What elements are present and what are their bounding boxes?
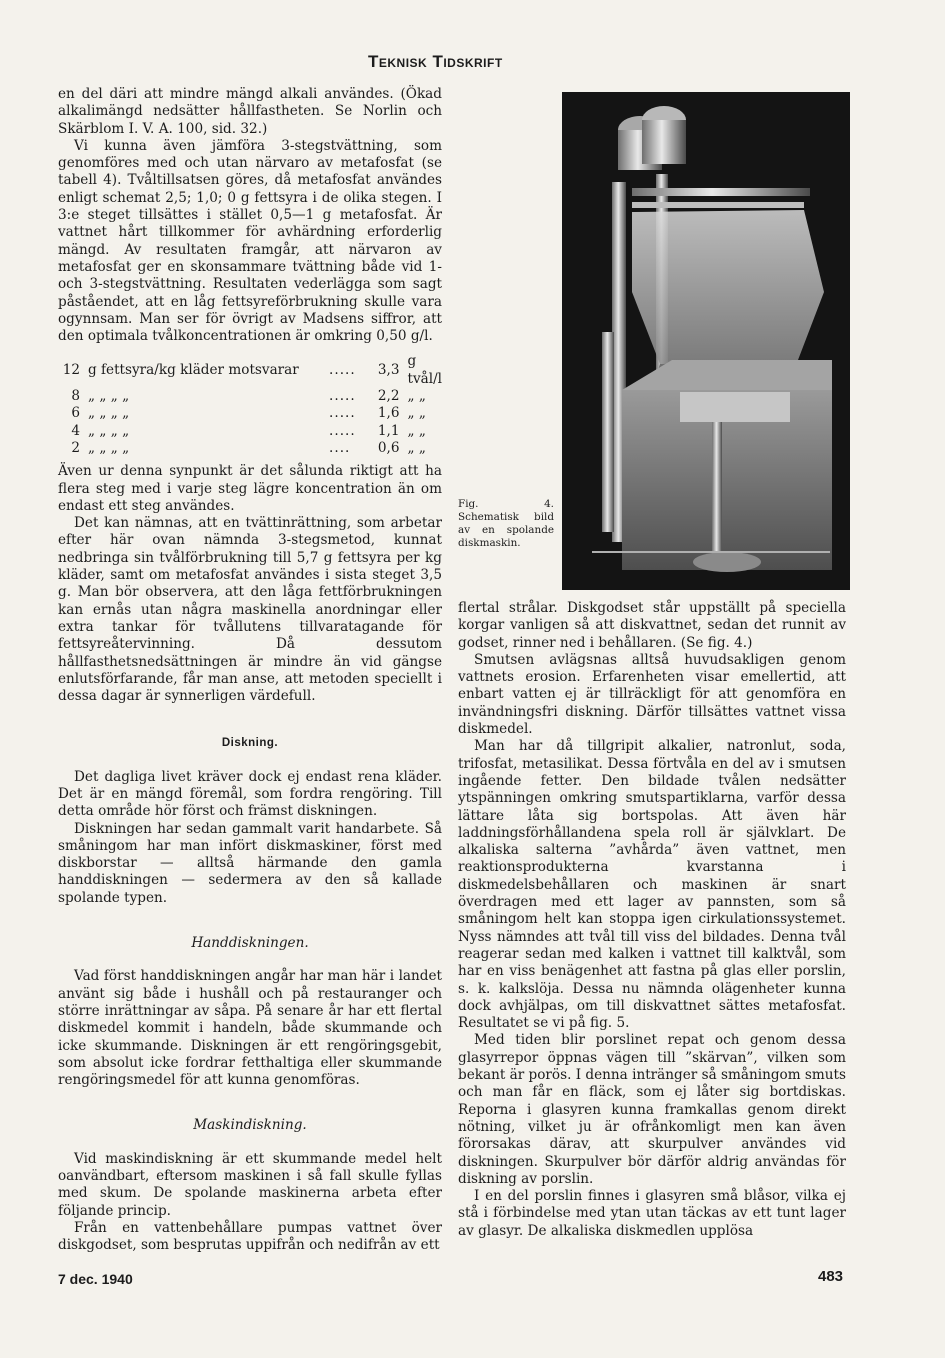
table-row xyxy=(58,388,442,405)
journal-title: Teknisk Tidskrift xyxy=(368,52,503,71)
paragraph: Från en vattenbehållare pumpas vattnet över diskgodset, som besprutas uppifrån och nedifrån av ett xyxy=(58,1219,442,1254)
subheading-maskindiskning: Maskindiskning. xyxy=(193,1117,307,1134)
table-row xyxy=(58,423,442,440)
table-cell-fat: 8 xyxy=(71,388,80,405)
figure-caption: Fig. 4. Schematisk bild av en spolande diskmaskin. xyxy=(458,498,554,549)
table-cell-unit: g tvål/l xyxy=(407,353,443,387)
subheading-handdiskning: Handdiskningen. xyxy=(191,935,309,952)
table-row xyxy=(58,405,442,422)
paragraph: flertal strålar. Diskgodset står uppställt på speciella korgar vanligen så att diskvattnet, sedan det runnit av godset, rinner ned i behållaren. (Se fig. 4.) xyxy=(458,600,846,651)
table-cell-text: „ „ „ „ xyxy=(88,388,130,405)
soap-ratio-table xyxy=(58,353,442,457)
table-cell-dots: ..... xyxy=(329,405,356,422)
dishwasher-illustration xyxy=(562,92,850,590)
paragraph: Även ur denna synpunkt är det sålunda riktigt att ha flera steg med i varje steg lägre koncentration än om endast ett steg användes. xyxy=(58,463,442,514)
paragraph: Smutsen avlägsnas alltså huvudsakligen genom vattnets erosion. Erfarenheten visar emellertid, att enbart vatten ej är tillräckligt för att genomföra en invändningsfri diskning. Därför tillsättes vattnet vissa diskmedel. xyxy=(458,651,846,738)
issue-date: 7 dec. 1940 xyxy=(58,1271,133,1287)
table-cell-text: g fettsyra/kg kläder motsvarar xyxy=(88,362,299,379)
table-cell-unit: „ „ xyxy=(407,439,426,456)
paragraph: Vi kunna även jämföra 3-stegstvättning, som genomföres med och utan närvaro av metafosfat (se tabell 4). Tvåltillsatsen göres, då metafosfat användes enligt schemat 2,5; 1,0; 0 g fettsyra i de olika stegen. I 3:e steget tillsättes i stället 0,5—1 g metafosfat. Är vattnet hårt tillkommer för avhärdning erforderlig mängd. Av resultaten framgår, att närvaron av metafosfat ger en skonsammare tvättning både vid 1- och 3-stegstvättning. Resultaten vederlägga som sagt påståendet, att en låg fettsyreförbrukning skulle vara ogynnsam. Man ser för övrigt av Madsens siffror, att den optimala tvålkoncentrationen är omkring 0,50 g/l. xyxy=(58,137,442,345)
section-heading-diskning: Diskning. xyxy=(221,737,279,750)
paragraph: Man har då tillgripit alkalier, natronlut, soda, trifosfat, metasilikat. Dessa förtvåla en del av i smutsen ingående fetter. Den bildade tvålen nedsätter ytspänningen omkring smutspartiklarna, varför dessa lättare låta sig bortspolas. Att även här laddningsförhållandena spela roll är självklart. De alkaliska salterna ”avhårda” även vattnet, men reaktionsprodukterna kvarstanna i diskmedelsbehållaren och maskinen är snart överdragen med ett lager av pannsten, som så småningom helt kan stoppa igen cirkulationssystemet. Nyss nämndes att tvål till viss del bildades. Denna tvål reagerar sedan med kalken i vattnet till kalktvål, som har en viss benägenhet att fastna på glas eller porslin, s. k. kalkslöja. Dessa nu nämnda olägenheter kunna dock avhjälpas, om till diskvattnet sättes metafosfat. Resultatet se vi på fig. 5. xyxy=(458,738,846,1032)
table-cell-soap: 1,1 xyxy=(377,422,400,439)
dishwasher-figure xyxy=(562,92,850,590)
paragraph: Diskningen har sedan gammalt varit handarbete. Så småningom har man infört diskmaskiner, först med diskborstar — alltså härmande den gamla handdiskningen — sedermera av den så kallade spolande typen. xyxy=(58,820,442,906)
table-cell-dots: ..... xyxy=(329,388,356,405)
right-column xyxy=(458,600,846,1240)
table-cell-soap: 1,6 xyxy=(377,405,400,422)
table-cell-dots: ..... xyxy=(329,362,356,379)
table-cell-unit: „ „ xyxy=(407,422,426,439)
table-cell-dots: .... xyxy=(329,439,351,456)
left-column xyxy=(58,86,442,1255)
table-cell-fat: 6 xyxy=(71,405,80,422)
table-cell-unit: „ „ xyxy=(407,405,426,422)
table-cell-text: „ „ „ „ xyxy=(88,422,130,439)
table-cell-dots: ..... xyxy=(329,422,356,439)
paragraph: en del däri att mindre mängd alkali användes. (Ökad alkalimängd nedsätter hållfastheten. Se Norlin och Skärblom I. V. A. 100, sid. 32.) xyxy=(58,86,442,137)
table-cell-text: „ „ „ „ xyxy=(88,439,130,456)
paragraph: Vid maskindiskning är ett skummande medel helt oanvändbart, eftersom maskinen i så fall skulle fyllas med skum. De spolande maskinerna arbeta efter följande princip. xyxy=(58,1150,442,1219)
paragraph: Vad först handdiskningen angår har man här i landet använt sig både i hushåll och på restauranger och större inrättningar av såpa. På senare år har ett flertal diskmedel kommit i handeln, både skummande och icke skummande. Diskningen är ett rengöringsgebit, som absolut icke fordrar fetthaltiga eller skummande rengöringsmedel för att kunna genomföras. xyxy=(58,968,442,1089)
table-row xyxy=(58,440,442,457)
paragraph: I en del porslin finnes i glasyren små blåsor, vilka ej stå i förbindelse med ytan utan täckas av ett tunt lager av glasyr. De alkaliska diskmedlen upplösa xyxy=(458,1188,846,1239)
table-cell-fat: 12 xyxy=(62,362,80,379)
table-cell-text: „ „ „ „ xyxy=(88,405,130,422)
table-cell-fat: 4 xyxy=(71,422,80,439)
table-cell-soap: 0,6 xyxy=(377,439,400,456)
table-row xyxy=(58,353,442,388)
table-cell-soap: 2,2 xyxy=(377,388,400,405)
paragraph: Det kan nämnas, att en tvättinrättning, som arbetar efter här ovan nämnda 3-stegsmetod, kunnat nedbringa sin tvålförbrukning till 5,7 g fettsyra per kg kläder, samt om metafosfat användes i sista steget 3,5 g. Man bör observera, att den låga fettförbrukningen kan ernås utan några maskinella anordningar eller extra tankar för tvållutens tillvaratagande för fettsyreåtervinning. Då dessutom hållfasthetsnedsättningen är mindre än vid gängse enlutsförfarande, får man anse, att metoden speciellt i dessa dagar är synnerligen värdefull. xyxy=(58,515,442,705)
table-cell-fat: 2 xyxy=(71,439,80,456)
paragraph: Med tiden blir porslinet repat och genom dessa glasyrrepor öppnas vägen till ”skärvan”, vilken som bekant är porös. I denna intränger så småningom smuts och man får en fläck, som ej låter sig bortdiskas. Reporna i glasyren kunna framkallas genom direkt nötning, vilket ju är ofrånkomligt men kan även förorsakas därav, att skurpulver användes vid diskningen. Skurpulver bör därför aldrig användas för diskning av porslin. xyxy=(458,1032,846,1187)
page-number: 483 xyxy=(818,1268,844,1285)
table-cell-unit: „ „ xyxy=(407,388,426,405)
paragraph: Det dagliga livet kräver dock ej endast rena kläder. Det är en mängd föremål, som fordra rengöring. Till detta område hör först och främst diskningen. xyxy=(58,768,442,820)
table-cell-soap: 3,3 xyxy=(377,362,400,379)
